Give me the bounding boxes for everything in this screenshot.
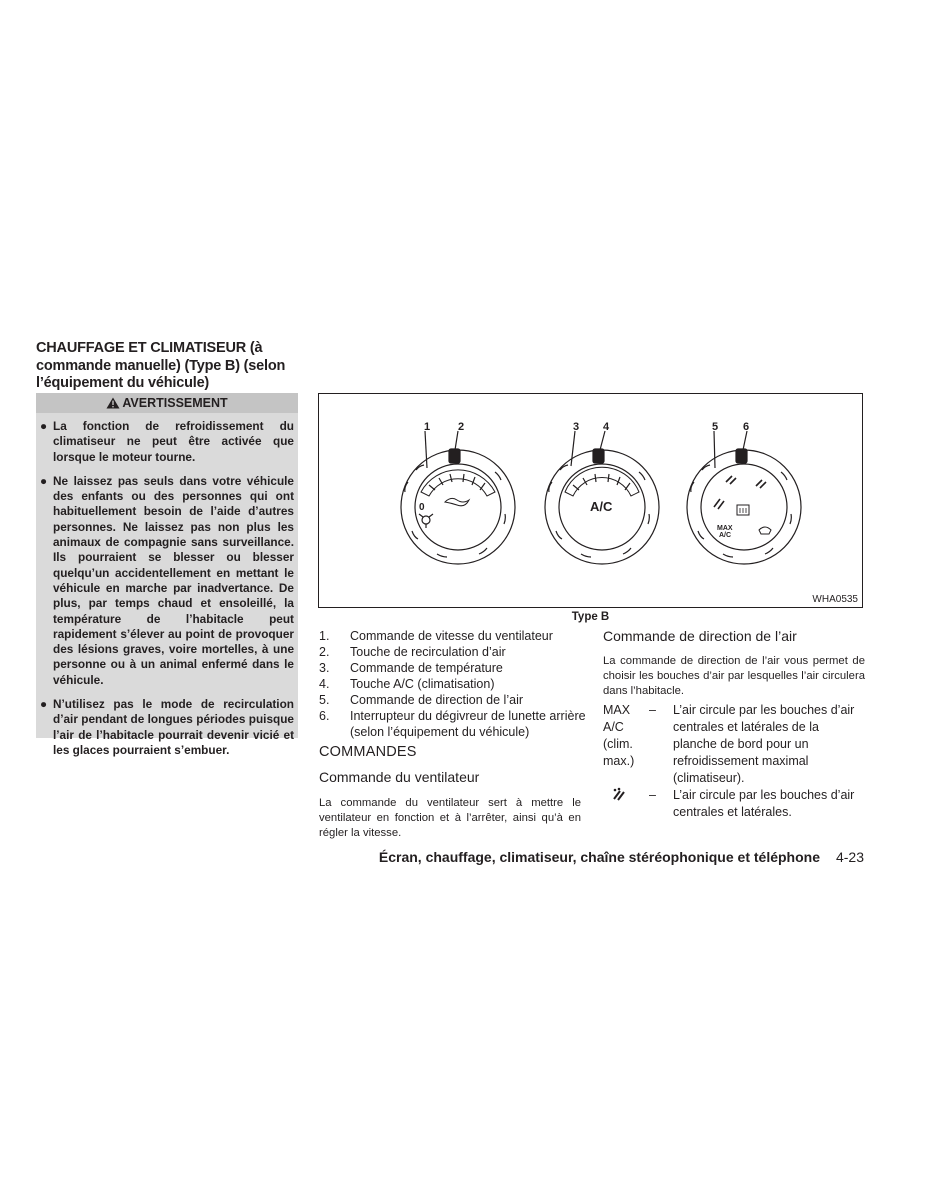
- list-item: [319, 628, 589, 644]
- fan-speed-dial: [401, 431, 515, 564]
- list-number: 6.: [319, 709, 330, 723]
- mode-row-max: [603, 702, 865, 787]
- figure-frame: [318, 393, 863, 608]
- warning-triangle-icon: [106, 397, 120, 409]
- callout-2: 2: [458, 421, 465, 433]
- commandes-title: COMMANDES: [319, 744, 417, 760]
- warning-title-text: AVERTISSEMENT: [122, 396, 228, 410]
- list-item: [319, 644, 589, 660]
- direction-paragraph: La commande de direction de l’air vous permet de choisir les bouches d’air par lesquelles l’air circulera dans l’habitacle.: [603, 655, 865, 697]
- max-label: MAX: [717, 525, 733, 532]
- list-text: Commande de température: [350, 661, 503, 675]
- callout-1: 1: [424, 421, 431, 433]
- air-direction-dial: [687, 431, 801, 564]
- list-item: [319, 676, 589, 692]
- direction-title: Commande de direction de l’air: [603, 628, 797, 644]
- mode-maxp-label: max.): [603, 754, 635, 768]
- warning-item: [36, 697, 298, 758]
- ventilateur-title: Commande du ventilateur: [319, 769, 480, 785]
- callout-5: 5: [712, 421, 719, 433]
- list-number: 2.: [319, 645, 330, 659]
- mode-description: L’air circule par les bouches d’air centrales et latérales de la planche de bord pour un refroidissement maximal (climatiseur).: [673, 703, 855, 785]
- ventilateur-paragraph: La commande du ventilateur sert à mettre le ventilateur en fonction et à l’arrêter, ainsi qu’à en régler la vitesse.: [319, 797, 581, 839]
- mode-description: L’air circule par les bouches d’air centrales et latérales.: [673, 788, 855, 819]
- bullet-icon: ●: [40, 697, 48, 712]
- mode-label: [603, 787, 649, 821]
- warning-list: [36, 419, 298, 767]
- temperature-dial: [545, 431, 659, 564]
- list-number: 3.: [319, 661, 330, 675]
- footer-title: Écran, chauffage, climatiseur, chaîne stéréophonique et téléphone: [378, 849, 820, 865]
- callout-3: 3: [573, 421, 580, 433]
- control-panel-illustration: [319, 394, 861, 606]
- callout-4: 4: [603, 421, 610, 433]
- list-number: 1.: [319, 629, 330, 643]
- figure-caption: Type B: [571, 611, 610, 623]
- list-text: Interrupteur du dégivreur de lunette arrière (selon l’équipement du véhicule): [350, 709, 586, 739]
- list-text: Commande de vitesse du ventilateur: [350, 629, 553, 643]
- list-text: Touche A/C (climatisation): [350, 677, 495, 691]
- mode-dash: –: [649, 703, 656, 717]
- list-item: [319, 692, 589, 708]
- warning-title: [36, 393, 298, 413]
- bullet-icon: ●: [40, 473, 48, 488]
- mode-max-label: MAX: [603, 703, 631, 717]
- max-ac-label: A/C: [719, 532, 732, 539]
- warning-box: [36, 393, 298, 757]
- list-item: [319, 708, 589, 740]
- mode-ac-label: A/C: [603, 720, 624, 734]
- list-text: Touche de recirculation d’air: [350, 645, 506, 659]
- vent-mode-icon: [611, 787, 627, 801]
- mode-label: [603, 702, 649, 787]
- list-text: Commande de direction de l’air: [350, 693, 524, 707]
- figure-code: WHA0535: [812, 594, 858, 605]
- numbered-list: [319, 628, 589, 740]
- warning-item-text: N’utilisez pas le mode de recirculation d’air pendant de longues périodes puisque l’air de l’habitacle pourrait devenir vicié et les glaces pourraient s’embuer.: [53, 697, 294, 757]
- ac-label: A/C: [590, 499, 613, 514]
- callout-6: 6: [743, 421, 750, 433]
- mode-dash: –: [649, 788, 656, 802]
- warning-item-text: La fonction de refroidissement du climatiseur ne peut être activée que lorsque le moteur tourne.: [53, 419, 294, 464]
- warning-item: [36, 419, 298, 465]
- list-number: 5.: [319, 693, 330, 707]
- mode-row-vent: [603, 787, 865, 821]
- section-heading: CHAUFFAGE ET CLIMATISEUR (à commande manuelle) (Type B) (selon l’équipement du véhicule): [36, 340, 286, 391]
- mode-clim-label: (clim.: [603, 737, 633, 751]
- warning-item: [36, 474, 298, 688]
- fan-zero-label: 0: [419, 502, 425, 513]
- page-number: 4-23: [835, 849, 864, 865]
- list-number: 4.: [319, 677, 330, 691]
- bullet-icon: ●: [40, 419, 48, 433]
- warning-item-text: Ne laissez pas seuls dans votre véhicule des enfants ou des personnes qui ont habituellement besoin de l’aide d’autres personnes. Ne laissez pas non plus les animaux de compagnie sans surveillance. Ils pourraient se blesser ou blesser quelqu’un accidentellement en mettant le véhicule en marche par inadvertance. De plus, par temps chaud et ensoleillé, la température de l’habitacle peut rapidement s’élever au point de provoquer des lésions graves, voire mortelles, à une personne ou à un animal enfermé dans le véhicule.: [53, 473, 294, 687]
- direction-modes-table: [603, 702, 865, 821]
- list-item: [319, 660, 589, 676]
